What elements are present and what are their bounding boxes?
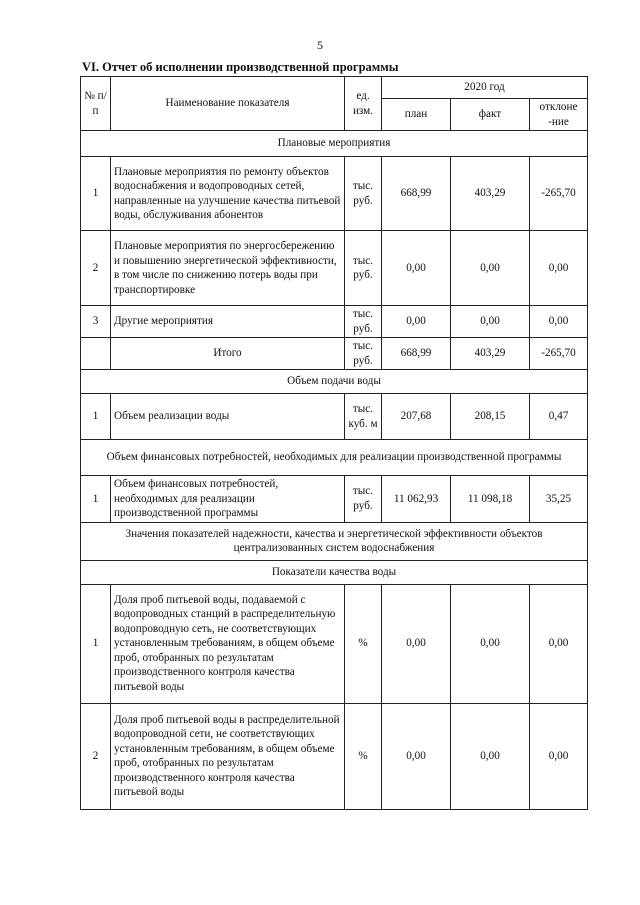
table-row [81,306,588,338]
row-num: 1 [81,476,111,523]
row-num: 2 [81,231,111,306]
row-name: Доля проб питьевой воды в распределительной водопроводной сети, не соответствующих установленным требованиям, в общем объеме проб, отобранных по результатам производственного контроля качества питьевой воды [111,703,345,809]
row-unit: тыс. куб. м [345,394,382,440]
row-fact: 403,29 [451,338,530,370]
report-table [80,76,588,810]
row-plan: 668,99 [382,338,451,370]
row-deviation: -265,70 [530,338,588,370]
table-row [81,231,588,306]
row-num: 2 [81,703,111,809]
total-row [81,338,588,370]
row-unit: % [345,703,382,809]
row-name: Плановые мероприятия по ремонту объектов водоснабжения и водопроводных сетей, направленные на улучшение качества питьевой воды, обслуживания абонентов [111,157,345,231]
header-plan: план [382,99,451,131]
row-fact: 0,00 [451,306,530,338]
row-unit: тыс. руб. [345,338,382,370]
header-fact: факт [451,99,530,131]
row-plan: 0,00 [382,703,451,809]
section-planned [81,131,588,157]
row-plan: 207,68 [382,394,451,440]
row-name: Объем реализации воды [111,394,345,440]
table-row [81,476,588,523]
section-reliability [81,522,588,560]
header-unit: ед. изм. [345,77,382,131]
section-label: Показатели качества воды [81,560,588,584]
row-deviation: 0,00 [530,231,588,306]
row-plan: 0,00 [382,584,451,703]
row-name: Объем финансовых потребностей, необходимых для реализации производственной программы [111,476,345,523]
section-label: Плановые мероприятия [81,131,588,157]
row-name: Другие мероприятия [111,306,345,338]
section-label: Значения показателей надежности, качества и энергетической эффективности объектов централизованных систем водоснабжения [81,522,588,560]
section-label: Объем подачи воды [81,370,588,394]
row-plan: 0,00 [382,306,451,338]
header-name: Наименование показателя [111,77,345,131]
row-deviation: 0,00 [530,703,588,809]
row-num: 3 [81,306,111,338]
row-fact: 208,15 [451,394,530,440]
table-row [81,394,588,440]
row-name: Плановые мероприятия по энергосбережению и повышению энергетической эффективности, в том числе по снижению потерь воды при транспортировке [111,231,345,306]
row-unit: % [345,584,382,703]
row-name: Итого [111,338,345,370]
row-plan: 11 062,93 [382,476,451,523]
row-num: 1 [81,157,111,231]
header-deviation: отклоне -ние [530,99,588,131]
section-title: VI. Отчет об исполнении производственной программы [82,60,399,74]
header-year: 2020 год [382,77,588,99]
row-deviation: 0,00 [530,584,588,703]
row-unit: тыс. руб. [345,476,382,523]
row-deviation: 0,47 [530,394,588,440]
row-fact: 0,00 [451,703,530,809]
page-number: 5 [317,38,323,52]
row-plan: 668,99 [382,157,451,231]
row-unit: тыс. руб. [345,231,382,306]
header-num: № п/п [81,77,111,131]
row-num: 1 [81,394,111,440]
row-unit: тыс. руб. [345,306,382,338]
section-finance [81,440,588,476]
section-label: Объем финансовых потребностей, необходимых для реализации производственной программы [81,440,588,476]
row-deviation: 0,00 [530,306,588,338]
table-row [81,584,588,703]
row-fact: 0,00 [451,584,530,703]
row-plan: 0,00 [382,231,451,306]
section-quality [81,560,588,584]
row-num: 1 [81,584,111,703]
row-name: Доля проб питьевой воды, подаваемой с водопроводных станций в распределительную водопроводную сеть, не соответствующих установленным требованиям, в общем объеме проб, отобранных по результатам производственного контроля качества питьевой воды [111,584,345,703]
table-row [81,157,588,231]
row-num [81,338,111,370]
row-unit: тыс. руб. [345,157,382,231]
row-fact: 0,00 [451,231,530,306]
row-deviation: 35,25 [530,476,588,523]
table-row [81,703,588,809]
row-fact: 11 098,18 [451,476,530,523]
header-row-1 [81,77,588,99]
row-deviation: -265,70 [530,157,588,231]
row-fact: 403,29 [451,157,530,231]
section-supply [81,370,588,394]
